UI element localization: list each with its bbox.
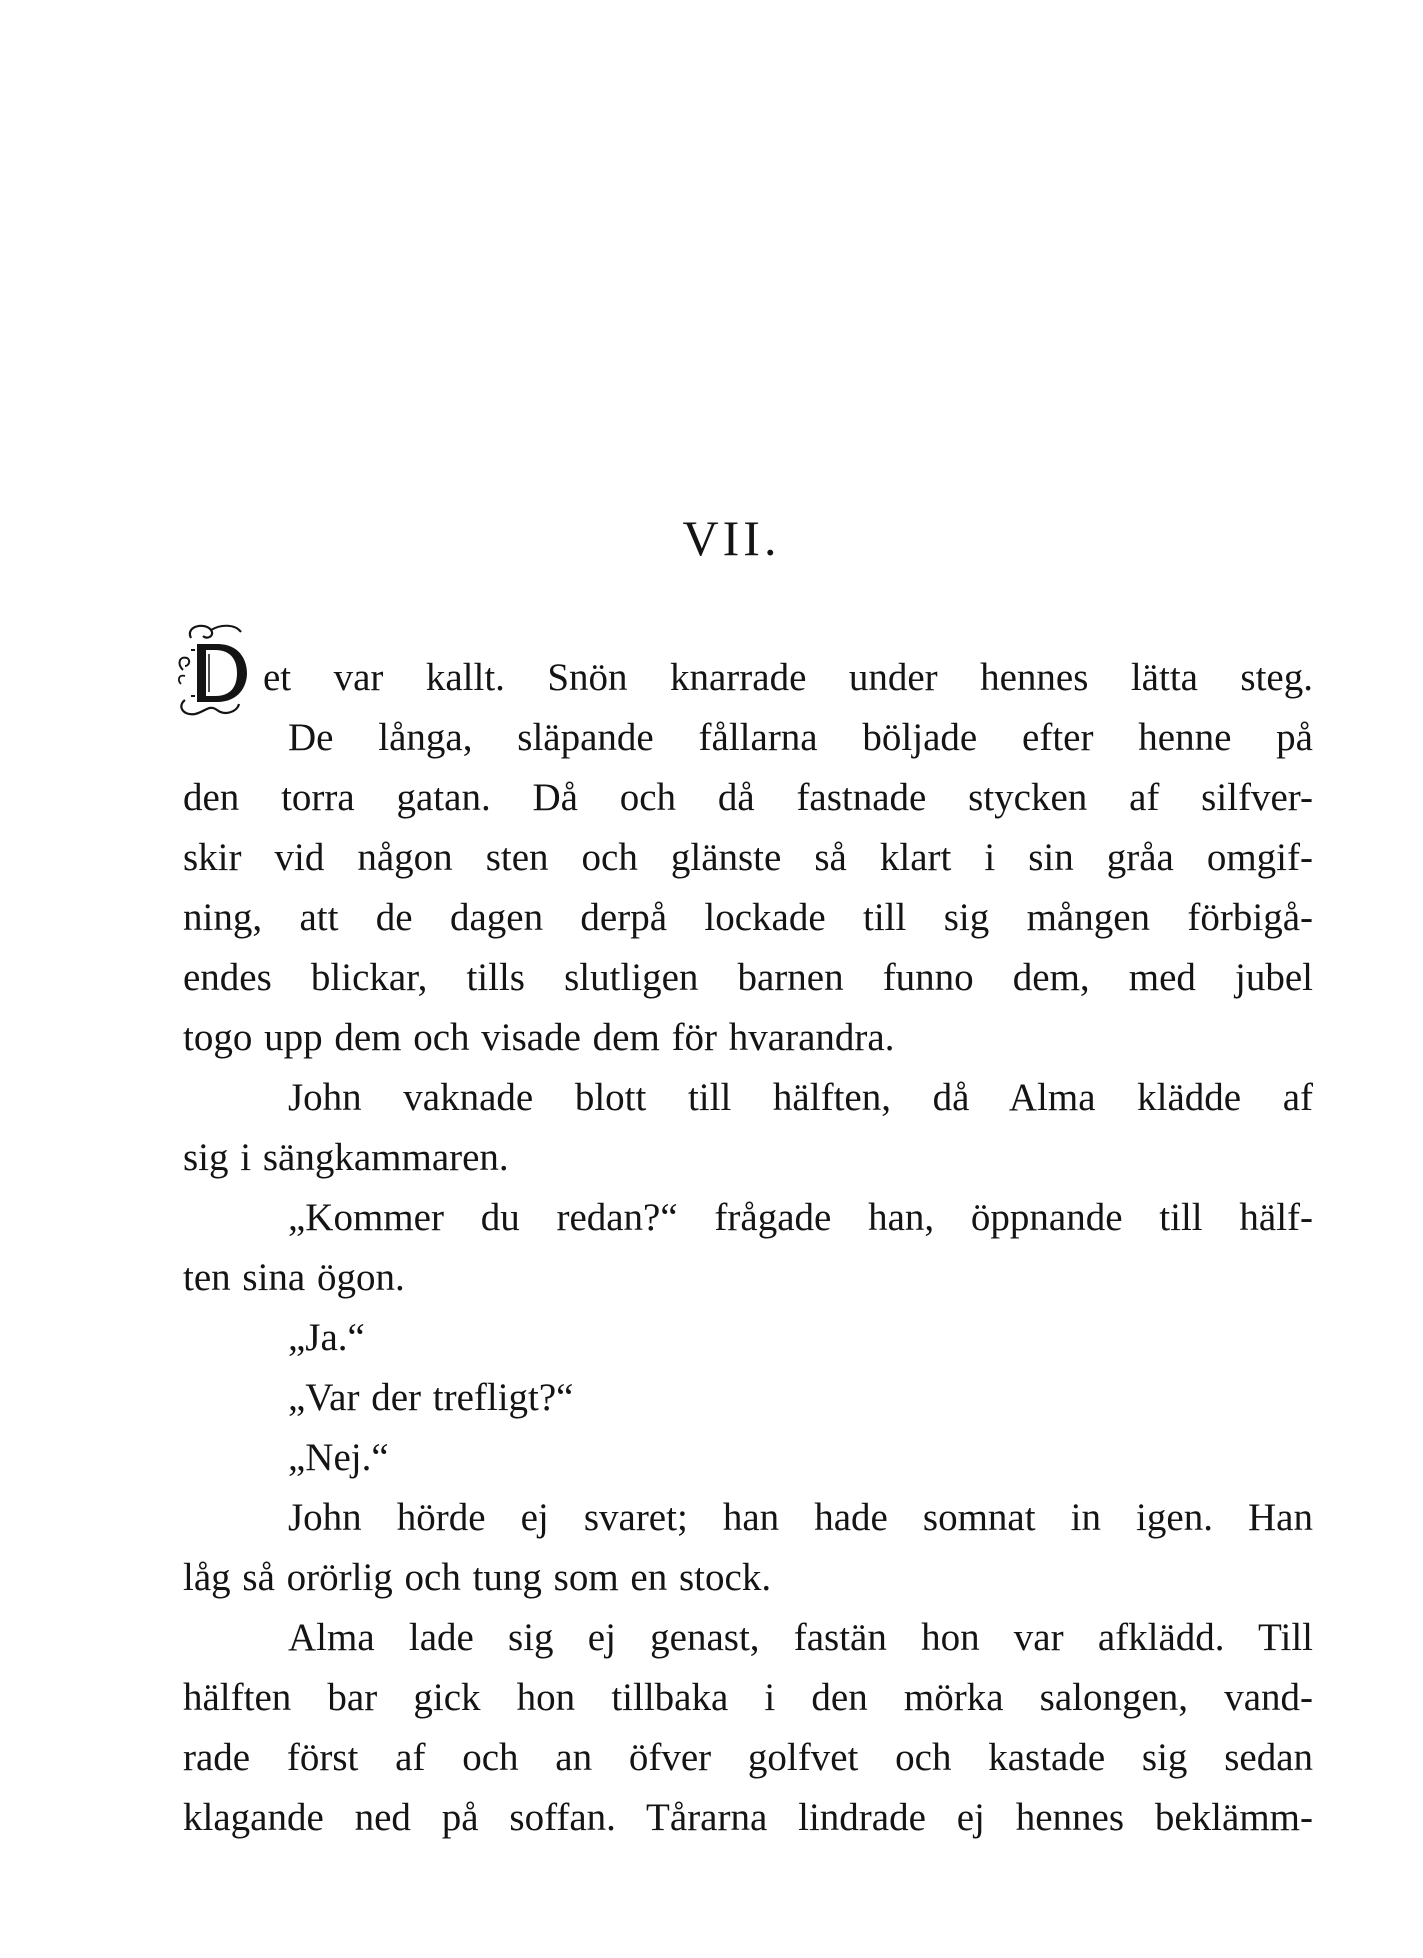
line-text: et var kallt. Snön knarrade under hennes lätta steg.	[263, 656, 1313, 699]
text-line-8: John vaknade blott till hälften, då Alma klädde af	[288, 1076, 1313, 1119]
text-line-3: den torra gatan. Då och då fastnade stycken af silfver-	[183, 776, 1313, 819]
text-line-4: skir vid någon sten och glänste så klart i sin gråa omgif-	[183, 836, 1313, 879]
text-line-7: togo upp dem och visade dem för hvarandra.	[183, 1016, 895, 1059]
text-line-15: John hörde ej svaret; han hade somnat in igen. Han	[288, 1496, 1313, 1539]
text-line-12: „Ja.“	[288, 1316, 365, 1359]
text-line-13: „Var der trefligt?“	[288, 1376, 574, 1419]
body-text	[183, 648, 1313, 1848]
text-line-11: ten sina ögon.	[183, 1256, 405, 1299]
text-line-17: Alma lade sig ej genast, fastän hon var afklädd. Till	[288, 1616, 1313, 1659]
ornamental-dropcap-d	[175, 620, 257, 720]
text-line-10: „Kommer du redan?“ frågade han, öppnande till hälf-	[288, 1196, 1313, 1239]
text-line-18: hälften bar gick hon tillbaka i den mörka salongen, vand-	[183, 1676, 1313, 1719]
text-line-19: rade först af och an öfver golfvet och kastade sig sedan	[183, 1736, 1313, 1779]
text-line-20: klagande ned på soffan. Tårarna lindrade ej hennes beklämm-	[183, 1796, 1313, 1839]
text-line-16: låg så orörlig och tung som en stock.	[183, 1556, 772, 1599]
text-line-2: De långa, släpande fållarna böljade efter henne på	[288, 716, 1313, 759]
text-line-9: sig i sängkammaren.	[183, 1136, 509, 1179]
chapter-heading: VII.	[682, 510, 781, 566]
text-line-1	[183, 648, 1313, 708]
text-line-6: endes blickar, tills slutligen barnen funno dem, med jubel	[183, 956, 1313, 999]
text-line-14: „Nej.“	[288, 1436, 389, 1479]
text-line-5: ning, att de dagen derpå lockade till sig mången förbigå-	[183, 896, 1313, 939]
